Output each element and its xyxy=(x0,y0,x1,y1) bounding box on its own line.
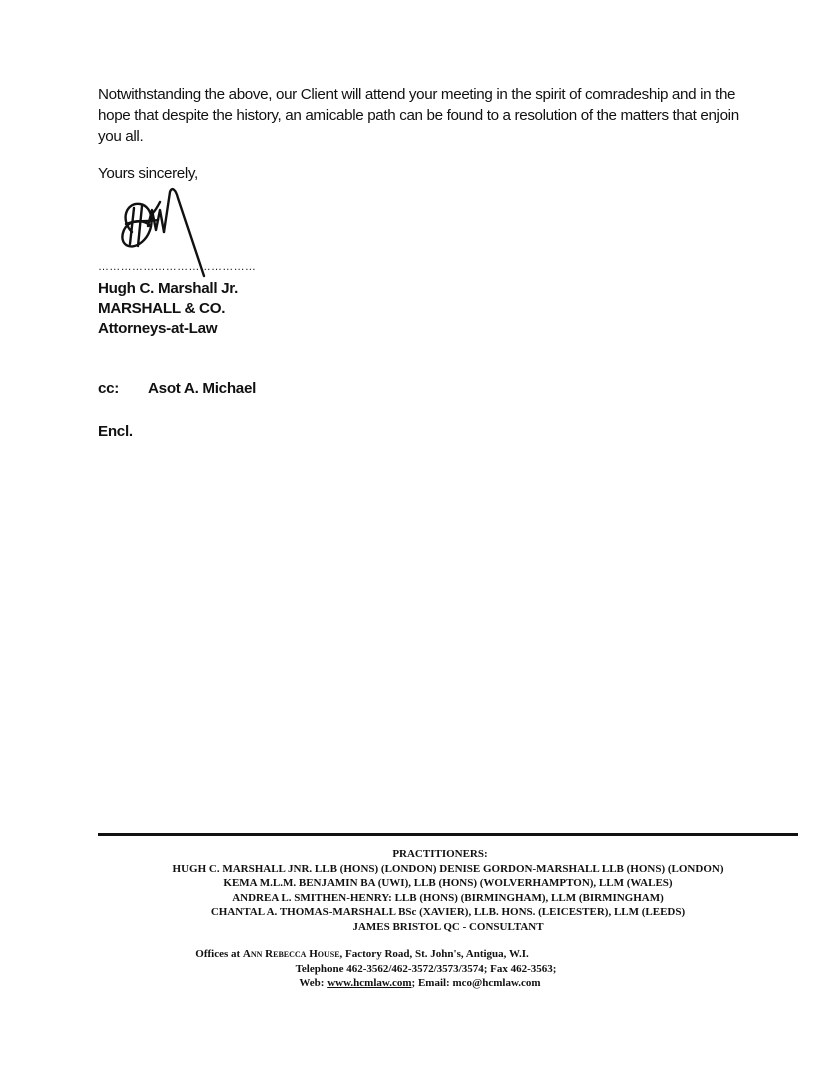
footer-divider xyxy=(98,833,798,836)
practitioners-footer xyxy=(98,847,798,934)
signatory-name: Hugh C. Marshall Jr. xyxy=(98,280,239,297)
practitioner-line: CHANTAL A. THOMAS-MARSHALL BSc (XAVIER), LLB. HONS. (LEICESTER), LLM (LEEDS) xyxy=(210,906,686,918)
firm-title: Attorneys-at-Law xyxy=(98,320,218,337)
practitioners-heading: PRACTITIONERS: xyxy=(392,848,488,860)
web-email xyxy=(70,976,770,991)
office-building: Ann Rebecca House xyxy=(242,948,340,960)
signature-line: …………………………………… xyxy=(98,261,257,273)
valediction: Yours sincerely, xyxy=(98,165,198,182)
web-label: Web: xyxy=(299,977,328,989)
practitioner-line: HUGH C. MARSHALL JNR. LLB (HONS) (LONDON) DENISE GORDON-MARSHALL LLB (HONS) (LONDON) xyxy=(172,862,724,875)
practitioner-line: JAMES BRISTOL QC - CONSULTANT xyxy=(352,920,544,933)
enclosure-note: Encl. xyxy=(98,423,133,440)
cc-line xyxy=(98,380,257,397)
firm-name: MARSHALL & CO. xyxy=(98,300,226,317)
email-text: ; Email: mco@hcmlaw.com xyxy=(411,977,541,989)
practitioner-line: ANDREA L. SMITHEN-HENRY: LLB (HONS) (BIRMINGHAM), LLM (BIRMINGHAM) xyxy=(232,891,664,904)
signature-block xyxy=(98,279,238,339)
cc-recipient: Asot A. Michael xyxy=(148,380,257,397)
website-link[interactable]: www.hcmlaw.com xyxy=(327,977,412,989)
closing-paragraph: Notwithstanding the above, our Client will attend your meeting in the spirit of comradeship and in the hope that despite the history, an amicable path can be found to a resolution of the matters that enjoin you all. xyxy=(98,86,739,145)
phone-fax: Telephone 462-3562/462-3572/3573/3574; Fax 462-3563; xyxy=(295,962,557,975)
office-prefix: Offices at xyxy=(195,948,243,960)
practitioner-line: KEMA M.L.M. BENJAMIN BA (UWI), LLB (HONS) (WOLVERHAMPTON), LLM (WALES) xyxy=(223,877,673,889)
office-address xyxy=(12,947,712,962)
office-street: , Factory Road, St. John's, Antigua, W.I. xyxy=(339,948,529,960)
office-contact-footer xyxy=(98,947,798,991)
cc-label: cc: xyxy=(98,380,120,397)
